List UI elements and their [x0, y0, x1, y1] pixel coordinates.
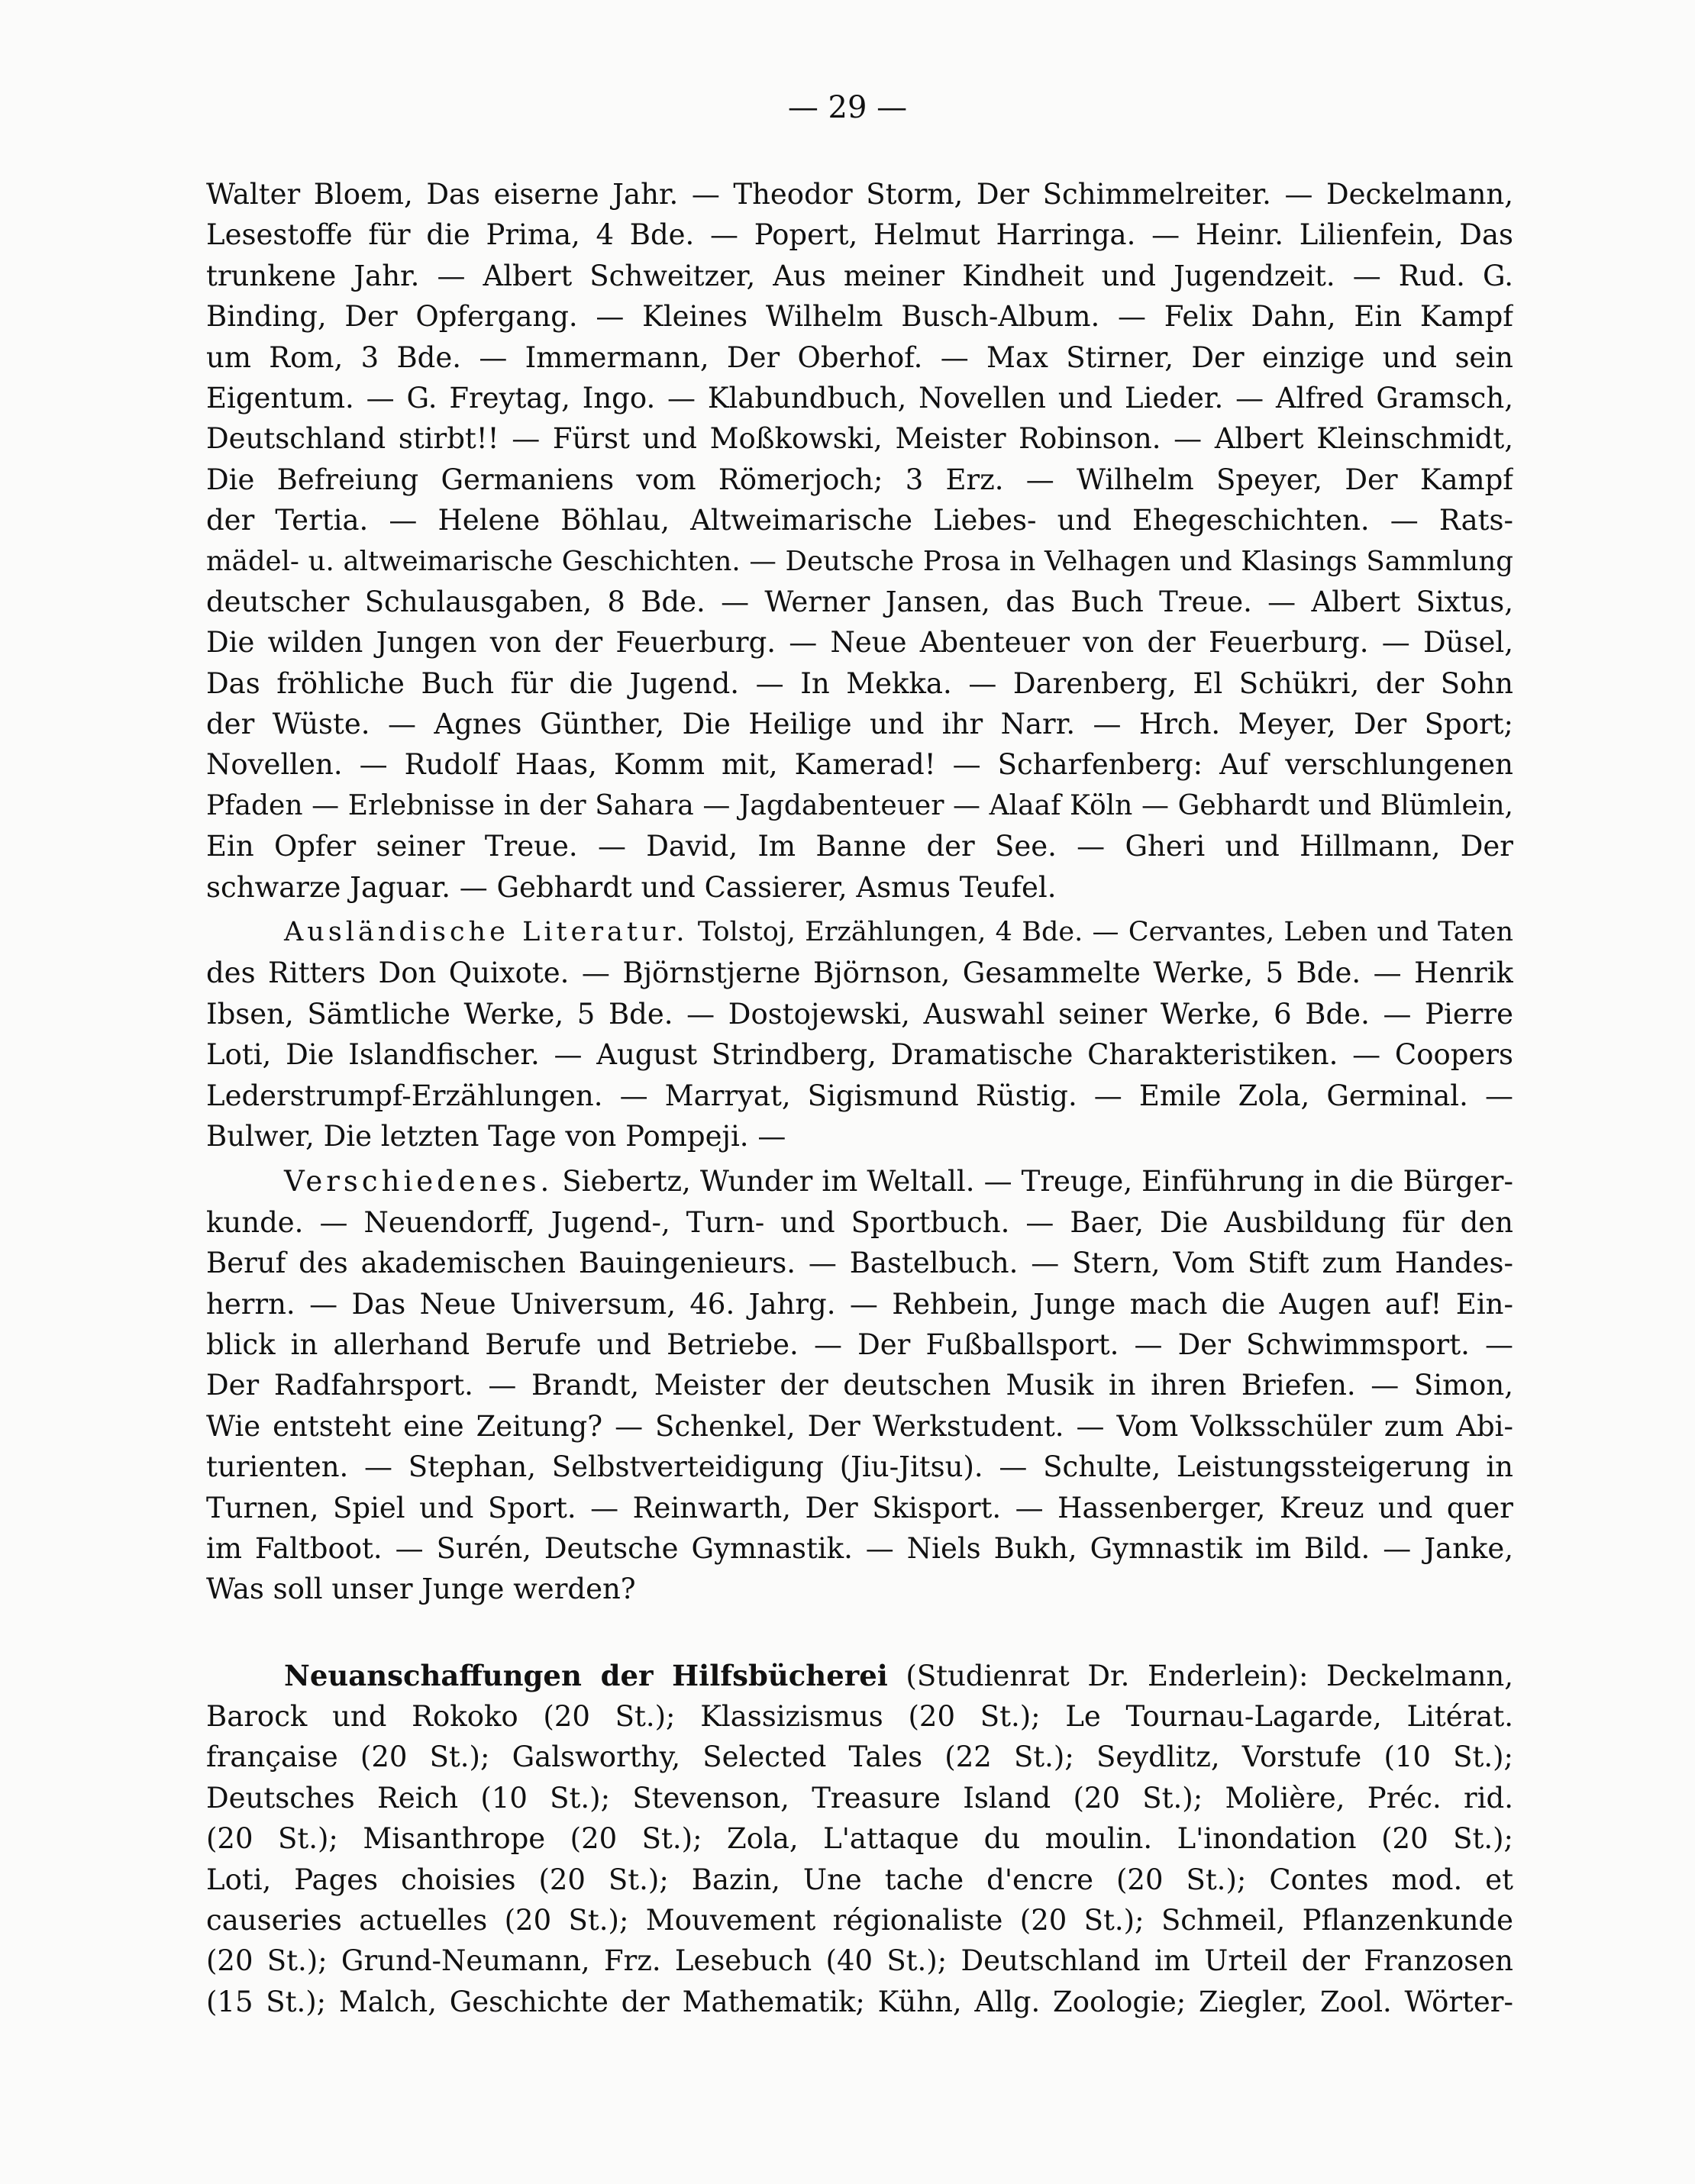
- text-line-content: (Studienrat Dr. Enderlein): Deckelmann,: [887, 1659, 1513, 1692]
- text-line: (20 St.); Grund-Neumann, Frz. Lesebuch (40 St.); Deutschland im Urteil der Franzosen: [206, 1944, 1513, 1978]
- text-line: Die Befreiung Germaniens vom Römerjoch; 3 Erz. — Wilhelm Speyer, Der Kampf: [206, 463, 1513, 496]
- text-line: Lesestoffe für die Prima, 4 Bde. — Popert, Helmut Harringa. — Heinr. Lilienfein, Das: [206, 218, 1513, 252]
- text-block: [206, 174, 1513, 2022]
- text-line: Was soll unser Junge werden?: [206, 1573, 636, 1606]
- text-line: (15 St.); Malch, Geschichte der Mathematik; Kühn, Allg. Zoologie; Ziegler, Zool. Wörter-: [206, 1985, 1513, 2018]
- text-line: Turnen, Spiel und Sport. — Reinwarth, Der Skisport. — Hassenberger, Kreuz und quer: [206, 1491, 1513, 1524]
- section-heading: Ausländische Literatur.: [284, 917, 689, 948]
- text-line: française (20 St.); Galsworthy, Selected Tales (22 St.); Seydlitz, Vorstufe (10 St.);: [206, 1740, 1513, 1774]
- text-line: (20 St.); Misanthrope (20 St.); Zola, L'attaque du moulin. L'inondation (20 St.);: [206, 1822, 1513, 1856]
- text-line: um Rom, 3 Bde. — Immermann, Der Oberhof. — Max Stirner, Der einzige und sein: [206, 340, 1513, 374]
- paragraph-new-acquisitions: [206, 1656, 1513, 2023]
- text-line: Deutschland stirbt!! — Fürst und Moßkowski, Meister Robinson. — Albert Kleinschmidt,: [206, 422, 1513, 456]
- text-line: [206, 1656, 1513, 1696]
- text-line: herrn. — Das Neue Universum, 46. Jahrg. — Rehbein, Junge mach die Augen auf! Ein-: [206, 1287, 1513, 1321]
- text-line: schwarze Jaguar. — Gebhardt und Cassierer, Asmus Teufel.: [206, 870, 1057, 904]
- text-line: Barock und Rokoko (20 St.); Klassizismus (20 St.); Le Tournau-Lagarde, Litérat.: [206, 1700, 1513, 1734]
- text-line: Die wilden Jungen von der Feuerburg. — Neue Abenteuer von der Feuerburg. — Düsel,: [206, 626, 1513, 660]
- text-line: im Faltboot. — Surén, Deutsche Gymnastik. — Niels Bukh, Gymnastik im Bild. — Janke,: [206, 1531, 1513, 1565]
- text-line: Lederstrumpf-Erzählungen. — Marryat, Sigismund Rüstig. — Emile Zola, Germinal. —: [206, 1079, 1513, 1112]
- text-line: Der Radfahrsport. — Brandt, Meister der deutschen Musik in ihren Briefen. — Simon,: [206, 1369, 1513, 1402]
- text-line: Deutsches Reich (10 St.); Stevenson, Treasure Island (20 St.); Molière, Préc. rid.: [206, 1781, 1513, 1815]
- text-line: Ibsen, Sämtliche Werke, 5 Bde. — Dostojewski, Auswahl seiner Werke, 6 Bde. — Pierre: [206, 997, 1513, 1031]
- paragraph-foreign-literature: [206, 912, 1513, 1157]
- text-line: Beruf des akademischen Bauingenieurs. — Bastelbuch. — Stern, Vom Stift zum Handes-: [206, 1247, 1513, 1280]
- text-line: Loti, Die Islandfischer. — August Strindberg, Dramatische Charakteristiken. — Coopers: [206, 1038, 1513, 1072]
- text-line: deutscher Schulausgaben, 8 Bde. — Werner Jansen, das Buch Treue. — Albert Sixtus,: [206, 585, 1513, 618]
- text-line: mädel- u. altweimarische Geschichten. — Deutsche Prosa in Velhagen und Klasings Sammlung: [206, 545, 1513, 577]
- text-line: causeries actuelles (20 St.); Mouvement régionaliste (20 St.); Schmeil, Pflanzenkunde: [206, 1904, 1513, 1937]
- text-line: Loti, Pages choisies (20 St.); Bazin, Une tache d'encre (20 St.); Contes mod. et: [206, 1863, 1513, 1896]
- text-line: Bulwer, Die letzten Tage von Pompeji. —: [206, 1119, 786, 1153]
- text-line: [206, 912, 1513, 953]
- text-line: turienten. — Stephan, Selbstverteidigung (Jiu-Jitsu). — Schulte, Leistungssteigerung in: [206, 1450, 1513, 1484]
- text-line: Walter Bloem, Das eiserne Jahr. — Theodor Storm, Der Schimmelreiter. — Deckelmann,: [206, 178, 1513, 211]
- text-line: blick in allerhand Berufe und Betriebe. — Der Fußballsport. — Der Schwimmsport. —: [206, 1327, 1513, 1361]
- text-line: Binding, Der Opfergang. — Kleines Wilhelm Busch-Album. — Felix Dahn, Ein Kampf: [206, 300, 1513, 334]
- text-line: Wie entsteht eine Zeitung? — Schenkel, Der Werkstudent. — Vom Volksschüler zum Abi-: [206, 1409, 1513, 1443]
- text-line: Novellen. — Rudolf Haas, Komm mit, Kamerad! — Scharfenberg: Auf verschlungenen: [206, 748, 1513, 782]
- paragraph-miscellaneous: [206, 1161, 1513, 1609]
- section-heading: Verschiedenes.: [284, 1165, 554, 1198]
- text-line: Pfaden — Erlebnisse in der Sahara — Jagdabenteuer — Alaaf Köln — Gebhardt und Blümlein,: [206, 789, 1513, 821]
- text-line: des Ritters Don Quixote. — Björnstjerne Björnson, Gesammelte Werke, 5 Bde. — Henrik: [206, 957, 1513, 990]
- text-line: kunde. — Neuendorff, Jugend-, Turn- und Sportbuch. — Baer, Die Ausbildung für den: [206, 1205, 1513, 1239]
- text-line: der Wüste. — Agnes Günther, Die Heilige und ihr Narr. — Hrch. Meyer, Der Sport;: [206, 708, 1513, 741]
- text-line-content: Siebertz, Wunder im Weltall. — Treuge, Einführung in die Bürger-: [553, 1165, 1513, 1198]
- text-line-content: Tolstoj, Erzählungen, 4 Bde. — Cervantes, Leben und Taten: [688, 917, 1513, 948]
- text-line: Das fröhliche Buch für die Jugend. — In Mekka. — Darenberg, El Schükri, der Sohn: [206, 666, 1513, 700]
- section-heading: Neuanschaffungen der Hilfsbücherei: [284, 1658, 888, 1692]
- text-line: [206, 1161, 1513, 1202]
- text-line: trunkene Jahr. — Albert Schweitzer, Aus meiner Kindheit und Jugendzeit. — Rud. G.: [206, 259, 1513, 292]
- text-line: Eigentum. — G. Freytag, Ingo. — Klabundbuch, Novellen und Lieder. — Alfred Gramsch,: [206, 381, 1513, 415]
- page-number: — 29 —: [787, 90, 908, 125]
- text-line: der Tertia. — Helene Böhlau, Altweimarische Liebes- und Ehegeschichten. — Rats-: [206, 504, 1513, 537]
- text-line: Ein Opfer seiner Treue. — David, Im Banne der See. — Gheri und Hillmann, Der: [206, 830, 1513, 863]
- paragraph-german-literature: [206, 174, 1513, 908]
